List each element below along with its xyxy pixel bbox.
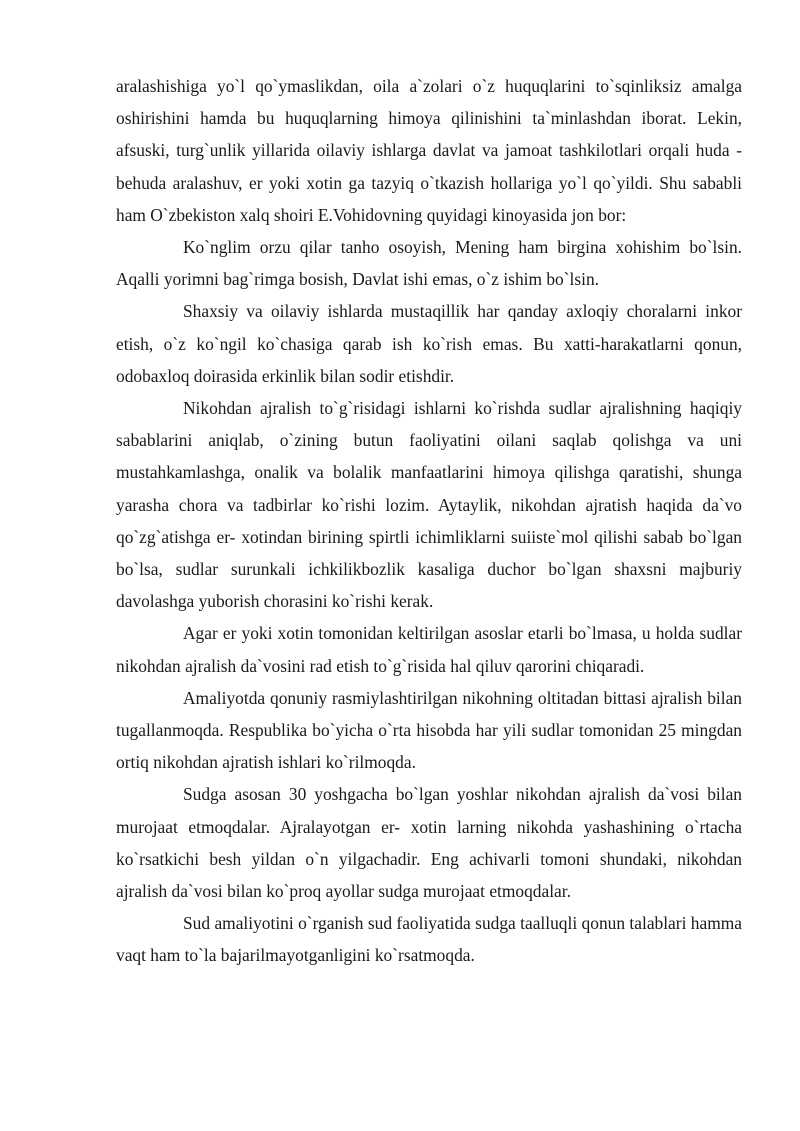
paragraph: Amaliyotda qonuniy rasmiylashtirilgan nikohning oltitadan bittasi ajralish bilan tugallanmoqda. Respublika bo`yicha o`rta hisobda har yili sudlar tomonidan 25 mingdan ortiq nikohdan ajratish ishlari ko`rilmoqda.	[116, 687, 742, 773]
paragraph: Nikohdan ajralish to`g`risidagi ishlarni ko`rishda sudlar ajralishning haqiqiy sabablarini aniqlab, o`zining butun faoliyatini oilani saqlab qolishga va uni mustahkamlashga, onalik va bolalik manfaatlarini himoya qilishga qaratishi, shunga yarasha chora va tadbirlar ko`rishi lozim. Aytaylik, nikohdan ajratish haqida da`vo qo`zg`atishga er- xotindan birining spirtli ichimliklarni suiiste`mol qilishi sabab bo`lgan bo`lsa, sudlar surunkali ichkilikbozlik kasaliga duchor bo`lgan shaxsni majburiy davolashga yuborish chorasini ko`rishi kerak.	[116, 398, 742, 612]
paragraph: Sud amaliyotini o`rganish sud faoliyatida sudga taalluqli qonun talablari hamma vaqt ham to`la bajarilmayotganligini ko`rsatmoqda.	[116, 913, 742, 966]
paragraph: Shaxsiy va oilaviy ishlarda mustaqillik har qanday axloqiy choralarni inkor etish, o`z ko`ngil ko`chasiga qarab ish ko`rish emas. Bu xatti-harakatlarni qonun, odobaxloq doirasida erkinlik bilan sodir etishdir.	[116, 301, 742, 386]
poem-quote: Ko`nglim orzu qilar tanho osoyish, Mening ham birgina xohishim bo`lsin. Aqalli yorimni bag`rimga bosish, Davlat ishi emas, o`z ishim bo`lsin.	[116, 237, 742, 290]
paragraph: Sudga asosan 30 yoshgacha bo`lgan yoshlar nikohdan ajralish da`vosi bilan murojaat etmoqdalar. Ajralayotgan er- xotin larning nikohda yashashining o`rtacha ko`rsatkichi besh yildan o`n yilgachadir. Eng achivarli tomoni shundaki, nikohdan ajralish da`vosi bilan ko`proq ayollar sudga murojaat etmoqdalar.	[116, 784, 742, 902]
paragraph: Agar er yoki xotin tomonidan keltirilgan asoslar etarli bo`lmasa, u holda sudlar nikohdan ajralish da`vosini rad etish to`g`risida hal qiluv qarorini chiqaradi.	[116, 623, 742, 676]
paragraph-continuation: aralashishiga yo`l qo`ymaslikdan, oila a`zolari o`z huquqlarini to`sqinliksiz amalga oshirishini hamda bu huquqlarning himoya qilinishini ta`minlashdan iborat. Lekin, afsuski, turg`unlik yillarida oilaviy ishlarga davlat va jamoat tashkilotlari orqali huda - behuda aralashuv, er yoki xotin ga tazyiq o`tkazish hollariga yo`l qo`yildi. Shu sababli ham O`zbekiston xalq shoiri E.Vohidovning quyidagi kinoyasida jon bor:	[116, 76, 742, 225]
